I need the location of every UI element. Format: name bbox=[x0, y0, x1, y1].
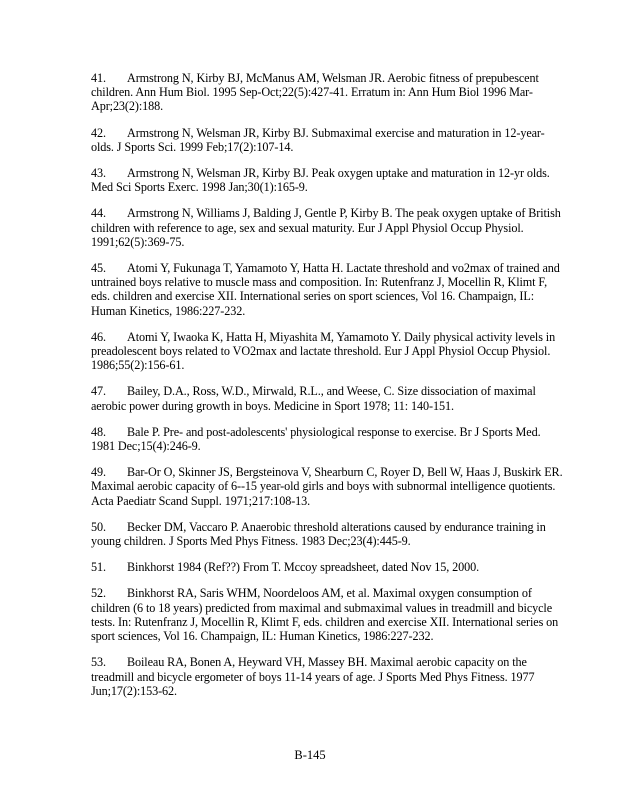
reference-text: Binkhorst 1984 (Ref??) From T. Mccoy spreadsheet, dated Nov 15, 2000. bbox=[127, 560, 480, 575]
reference-item bbox=[91, 520, 567, 548]
reference-number: 42. bbox=[91, 125, 106, 140]
reference-text: Armstrong N, Welsman JR, Kirby BJ. Submaximal exercise and maturation in 12-year-olds. J Sports Sci. 1999 Feb;17(2):107-14. bbox=[91, 125, 545, 154]
reference-text: Armstrong N, Welsman JR, Kirby BJ. Peak oxygen uptake and maturation in 12-yr olds. Med Sci Sports Exerc. 1998 Jan;30(1):165-9. bbox=[91, 166, 550, 195]
reference-item bbox=[91, 465, 567, 508]
reference-item bbox=[91, 261, 567, 318]
reference-text: Becker DM, Vaccaro P. Anaerobic threshold alterations caused by endurance training in young children. J Sports Med Phys Fitness. 1983 Dec;23(4):445-9. bbox=[91, 519, 546, 549]
reference-number: 49. bbox=[91, 465, 106, 480]
reference-number: 51. bbox=[91, 560, 106, 575]
reference-text: Binkhorst RA, Saris WHM, Noordeloos AM, et al. Maximal oxygen consumption of children (6 to 18 years) predicted from maximal and submaximal values in treadmill and bicycle tests. In: Rutenfranz J, Mocellin R, Klimt F, eds. children and exercise XII. International series on sport sciences, Vol 16. Champaign, IL: Human Kinetics, 1986:227-232. bbox=[91, 586, 559, 644]
reference-number: 52. bbox=[91, 586, 106, 601]
reference-number: 53. bbox=[91, 655, 106, 670]
reference-number: 45. bbox=[91, 261, 106, 276]
reference-item bbox=[91, 206, 567, 249]
page-footer bbox=[0, 748, 618, 762]
reference-text: Boileau RA, Bonen A, Heyward VH, Massey BH. Maximal aerobic capacity on the treadmill and bicycle ergometer of boys 11-14 years of age. J Sports Med Phys Fitness. 1977 Jun;17(2):153-62. bbox=[91, 655, 535, 698]
reference-text: Armstrong N, Kirby BJ, McManus AM, Welsman JR. Aerobic fitness of prepubescent children. Ann Hum Biol. 1995 Sep-Oct;22(5):427-41. Erratum in: Ann Hum Biol 1996 Mar-Apr;23(2):188. bbox=[91, 71, 539, 114]
reference-item bbox=[91, 166, 567, 194]
reference-item bbox=[91, 560, 567, 574]
reference-number: 48. bbox=[91, 424, 106, 439]
reference-number: 47. bbox=[91, 384, 106, 399]
reference-number: 43. bbox=[91, 166, 106, 181]
reference-text: Atomi Y, Fukunaga T, Yamamoto Y, Hatta H. Lactate threshold and vo2max of trained and untrained boys relative to muscle mass and composition. In: Rutenfranz J, Mocellin R, Klimt F, eds. children and exercise XII. International series on sport sciences, Vol 16. Champaign, IL: Human Kinetics, 1986:227-232. bbox=[91, 261, 560, 318]
reference-list bbox=[91, 71, 567, 710]
reference-text: Bar-Or O, Skinner JS, Bergsteinova V, Shearburn C, Royer D, Bell W, Haas J, Buskirk ER. Maximal aerobic capacity of 6--15 year-old girls and boys with subnormal intelligence quotients. Acta Paediatr Scand Suppl. 1971;217:108-13. bbox=[91, 465, 563, 508]
reference-item bbox=[91, 384, 567, 412]
reference-item bbox=[91, 655, 567, 698]
reference-number: 44. bbox=[91, 206, 106, 221]
page-number: B-145 bbox=[294, 748, 326, 762]
reference-number: 41. bbox=[91, 71, 106, 85]
reference-text: Bailey, D.A., Ross, W.D., Mirwald, R.L., and Weese, C. Size dissociation of maximal aerobic power during growth in boys. Medicine in Sport 1978; 11: 140-151. bbox=[91, 384, 536, 413]
reference-number: 46. bbox=[91, 329, 106, 344]
reference-item bbox=[91, 330, 567, 373]
reference-item bbox=[91, 586, 567, 643]
reference-item bbox=[91, 71, 567, 114]
reference-item bbox=[91, 425, 567, 453]
reference-text: Atomi Y, Iwaoka K, Hatta H, Miyashita M, Yamamoto Y. Daily physical activity levels in preadolescent boys related to VO2max and lactate threshold. Eur J Appl Physiol Occup Physiol. 1986;55(2):156-61. bbox=[91, 329, 556, 373]
reference-text: Bale P. Pre- and post-adolescents' physiological response to exercise. Br J Sports Med. 1981 Dec;15(4):246-9. bbox=[91, 424, 541, 454]
reference-text: Armstrong N, Williams J, Balding J, Gentle P, Kirby B. The peak oxygen uptake of British children with reference to age, sex and sexual maturity. Eur J Appl Physiol Occup Physiol. 1991;62(5):369-75. bbox=[91, 206, 561, 249]
reference-item bbox=[91, 126, 567, 154]
reference-number: 50. bbox=[91, 519, 106, 534]
